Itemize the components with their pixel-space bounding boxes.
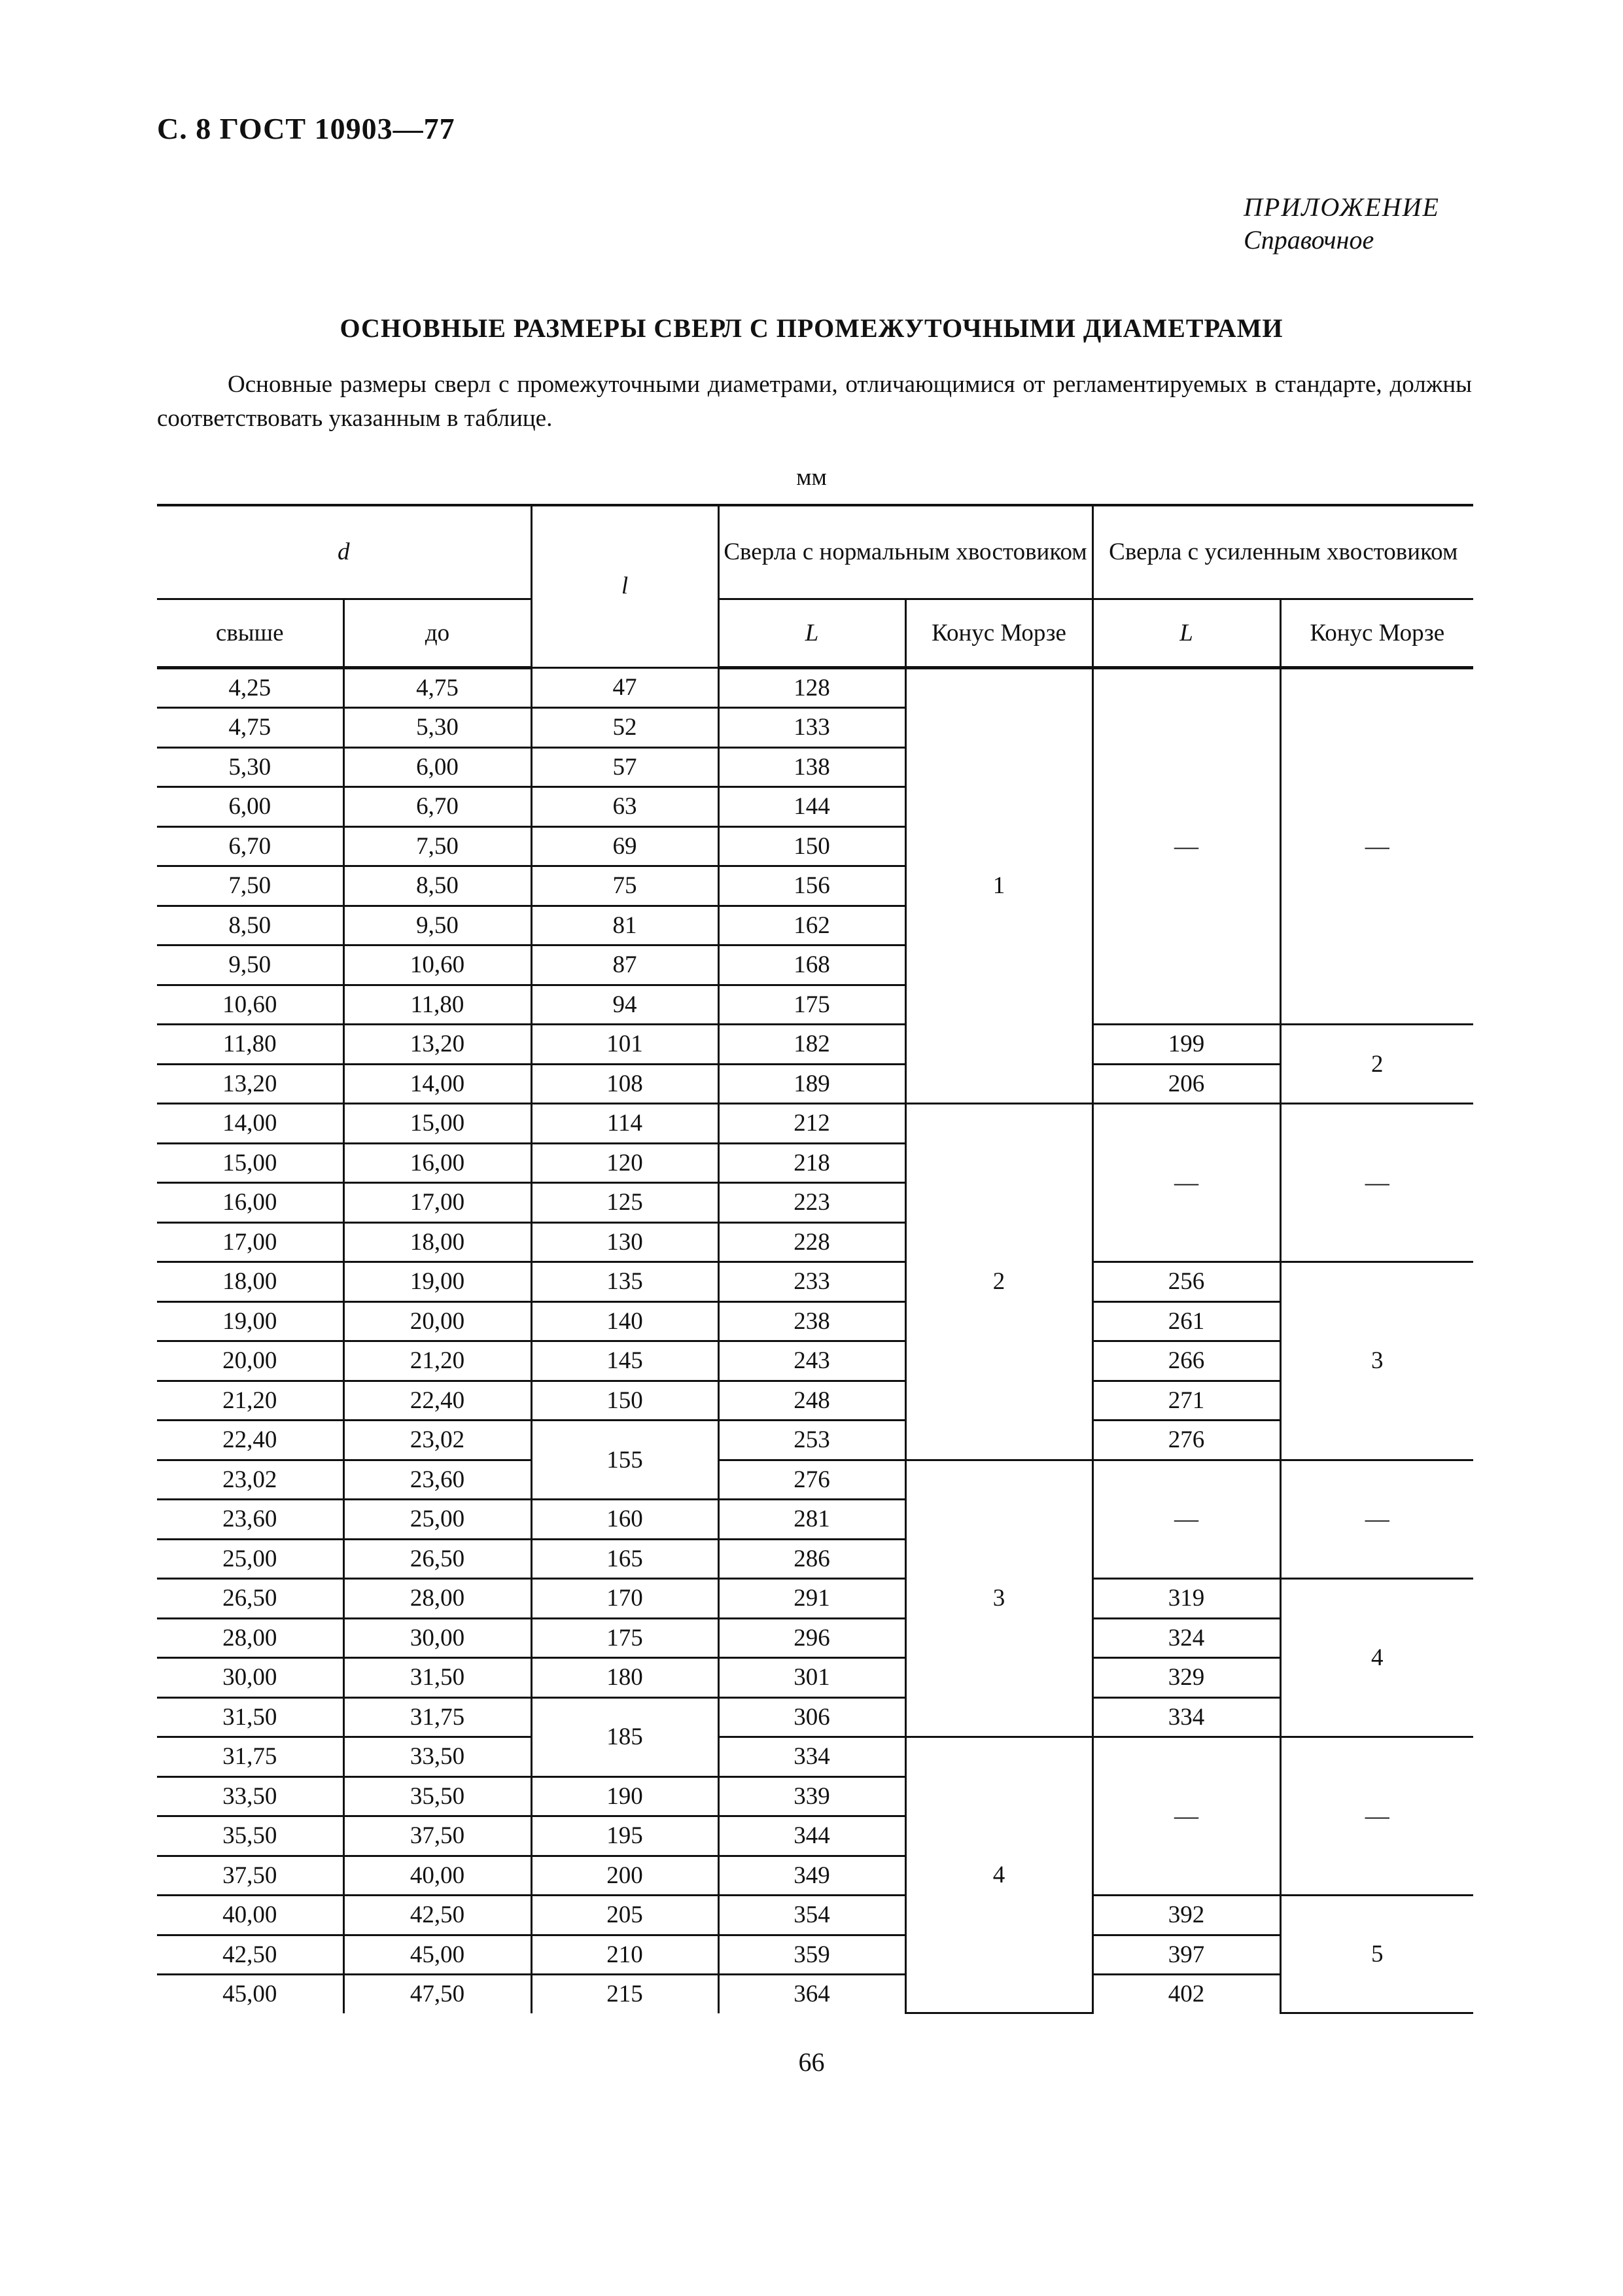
cell-l: 160 [531, 1500, 718, 1540]
cell-L-reinforced: 256 [1092, 1262, 1280, 1302]
cell-over: 21,20 [157, 1381, 343, 1421]
dimensions-table [157, 504, 1473, 2014]
cell-L: 301 [718, 1658, 905, 1698]
cell-L: 228 [718, 1222, 905, 1262]
cell-over: 4,75 [157, 708, 343, 748]
cell-over: 25,00 [157, 1539, 343, 1579]
cell-L-reinforced: 266 [1092, 1341, 1280, 1381]
cell-over: 23,02 [157, 1460, 343, 1500]
cell-L: 212 [718, 1104, 905, 1144]
table-row [157, 1896, 1473, 1935]
cell-over: 26,50 [157, 1579, 343, 1619]
header-upto: до [343, 599, 531, 667]
cell-upto: 7,50 [343, 826, 531, 866]
cell-l: 170 [531, 1579, 718, 1619]
cell-L: 306 [718, 1697, 905, 1737]
cell-upto: 17,00 [343, 1183, 531, 1223]
cell-upto: 9,50 [343, 906, 531, 945]
cell-over: 18,00 [157, 1262, 343, 1302]
cell-morse-reinforced-dash: — [1280, 667, 1473, 1025]
cell-over: 6,00 [157, 787, 343, 827]
cell-over: 31,50 [157, 1697, 343, 1737]
section-title: ОСНОВНЫЕ РАЗМЕРЫ СВЕРЛ С ПРОМЕЖУТОЧНЫМИ ДИАМЕТРАМИ [340, 313, 1283, 343]
cell-l: 108 [531, 1064, 718, 1104]
cell-l: 114 [531, 1104, 718, 1144]
cell-L-reinforced: 271 [1092, 1381, 1280, 1421]
cell-L: 296 [718, 1618, 905, 1658]
cell-upto: 8,50 [343, 866, 531, 906]
cell-L: 150 [718, 826, 905, 866]
cell-L: 349 [718, 1856, 905, 1896]
cell-l: 81 [531, 906, 718, 945]
cell-over: 4,25 [157, 667, 343, 708]
table-row [157, 1341, 1473, 1381]
table-row [157, 1301, 1473, 1341]
cell-morse-normal: 2 [905, 1104, 1092, 1460]
cell-L: 162 [718, 906, 905, 945]
cell-upto: 37,50 [343, 1816, 531, 1856]
cell-over: 17,00 [157, 1222, 343, 1262]
cell-upto: 26,50 [343, 1539, 531, 1579]
cell-over: 15,00 [157, 1143, 343, 1183]
cell-l: 101 [531, 1025, 718, 1065]
cell-over: 8,50 [157, 906, 343, 945]
cell-upto: 19,00 [343, 1262, 531, 1302]
cell-L: 223 [718, 1183, 905, 1223]
cell-L: 233 [718, 1262, 905, 1302]
cell-l: 205 [531, 1896, 718, 1935]
cell-L: 182 [718, 1025, 905, 1065]
cell-L-reinforced: 276 [1092, 1421, 1280, 1460]
table-row [157, 1737, 1473, 1777]
cell-L: 133 [718, 708, 905, 748]
cell-over: 28,00 [157, 1618, 343, 1658]
table-row [157, 1579, 1473, 1619]
table-row [157, 1658, 1473, 1698]
cell-l: 69 [531, 826, 718, 866]
table-row [157, 1975, 1473, 2013]
cell-L-reinforced: 402 [1092, 1975, 1280, 2013]
cell-l: 165 [531, 1539, 718, 1579]
cell-over: 22,40 [157, 1421, 343, 1460]
cell-over: 40,00 [157, 1896, 343, 1935]
cell-morse-normal: 4 [905, 1737, 1092, 2013]
cell-upto: 13,20 [343, 1025, 531, 1065]
appendix-label: ПРИЛОЖЕНИЕ [1244, 192, 1440, 222]
cell-over: 5,30 [157, 747, 343, 787]
table-row [157, 1697, 1473, 1737]
cell-l: 75 [531, 866, 718, 906]
cell-l: 210 [531, 1935, 718, 1975]
cell-over: 7,50 [157, 866, 343, 906]
cell-morse-reinforced: 5 [1280, 1896, 1473, 2013]
cell-L: 128 [718, 667, 905, 708]
cell-morse-reinforced-dash: — [1280, 1737, 1473, 1896]
cell-upto: 10,60 [343, 945, 531, 985]
header-d: d [157, 505, 531, 599]
table-row [157, 667, 1473, 708]
header-morse-normal: Конус Морзе [905, 599, 1092, 667]
cell-L-reinforced: 261 [1092, 1301, 1280, 1341]
cell-l: 125 [531, 1183, 718, 1223]
appendix-type: Справочное [1244, 225, 1374, 255]
cell-l: 215 [531, 1975, 718, 2013]
cell-L-reinforced: 397 [1092, 1935, 1280, 1975]
cell-upto: 11,80 [343, 985, 531, 1025]
cell-over: 6,70 [157, 826, 343, 866]
cell-L: 218 [718, 1143, 905, 1183]
cell-L-reinforced: 319 [1092, 1579, 1280, 1619]
cell-over: 23,60 [157, 1500, 343, 1540]
cell-upto: 30,00 [343, 1618, 531, 1658]
cell-upto: 6,00 [343, 747, 531, 787]
dimensions-table-container [157, 504, 1473, 2014]
cell-morse-reinforced-dash: — [1280, 1104, 1473, 1262]
cell-L: 189 [718, 1064, 905, 1104]
cell-L-reinforced: 329 [1092, 1658, 1280, 1698]
cell-over: 16,00 [157, 1183, 343, 1223]
cell-L: 354 [718, 1896, 905, 1935]
unit-label: мм [796, 464, 827, 491]
cell-l: 52 [531, 708, 718, 748]
cell-upto: 35,50 [343, 1776, 531, 1816]
cell-L: 291 [718, 1579, 905, 1619]
cell-l: 57 [531, 747, 718, 787]
cell-L-reinforced: 199 [1092, 1025, 1280, 1065]
cell-morse-normal: 3 [905, 1460, 1092, 1737]
header-L-reinforced: L [1092, 599, 1280, 667]
table-row [157, 1935, 1473, 1975]
header-reinforced-shank: Сверла с усиленным хвостовиком [1092, 505, 1473, 599]
cell-upto: 22,40 [343, 1381, 531, 1421]
page-number: 66 [798, 2047, 825, 2077]
cell-L-reinforced-dash: — [1092, 1104, 1280, 1262]
cell-L: 144 [718, 787, 905, 827]
cell-over: 11,80 [157, 1025, 343, 1065]
header-over: свыше [157, 599, 343, 667]
cell-upto: 33,50 [343, 1737, 531, 1777]
cell-over: 20,00 [157, 1341, 343, 1381]
table-row [157, 1025, 1473, 1065]
cell-l: 47 [531, 667, 718, 708]
cell-L-reinforced-dash: — [1092, 1460, 1280, 1579]
appendix-block [1244, 191, 1440, 256]
cell-L: 175 [718, 985, 905, 1025]
cell-upto: 40,00 [343, 1856, 531, 1896]
cell-l: 130 [531, 1222, 718, 1262]
cell-upto: 18,00 [343, 1222, 531, 1262]
cell-over: 10,60 [157, 985, 343, 1025]
cell-morse-reinforced-dash: — [1280, 1460, 1473, 1579]
cell-L-reinforced: 392 [1092, 1896, 1280, 1935]
cell-over: 42,50 [157, 1935, 343, 1975]
table-row [157, 1104, 1473, 1144]
cell-morse-reinforced: 4 [1280, 1579, 1473, 1737]
cell-over: 13,20 [157, 1064, 343, 1104]
cell-L: 243 [718, 1341, 905, 1381]
cell-upto: 5,30 [343, 708, 531, 748]
cell-L: 344 [718, 1816, 905, 1856]
table-row [157, 1460, 1473, 1500]
cell-upto: 23,60 [343, 1460, 531, 1500]
cell-upto: 31,75 [343, 1697, 531, 1737]
cell-L: 168 [718, 945, 905, 985]
page-header: С. 8 ГОСТ 10903—77 [157, 112, 455, 145]
cell-L: 334 [718, 1737, 905, 1777]
cell-upto: 16,00 [343, 1143, 531, 1183]
cell-l: 180 [531, 1658, 718, 1698]
cell-over: 14,00 [157, 1104, 343, 1144]
cell-upto: 15,00 [343, 1104, 531, 1144]
cell-l: 175 [531, 1618, 718, 1658]
cell-over: 35,50 [157, 1816, 343, 1856]
cell-upto: 25,00 [343, 1500, 531, 1540]
cell-L-reinforced: 206 [1092, 1064, 1280, 1104]
cell-upto: 20,00 [343, 1301, 531, 1341]
table-row [157, 1064, 1473, 1104]
cell-morse-normal: 1 [905, 667, 1092, 1104]
cell-morse-reinforced: 2 [1280, 1025, 1473, 1104]
cell-l: 150 [531, 1381, 718, 1421]
cell-upto: 14,00 [343, 1064, 531, 1104]
cell-over: 19,00 [157, 1301, 343, 1341]
cell-morse-reinforced: 3 [1280, 1262, 1473, 1460]
table-row [157, 1381, 1473, 1421]
cell-L: 248 [718, 1381, 905, 1421]
cell-l: 140 [531, 1301, 718, 1341]
cell-L: 156 [718, 866, 905, 906]
cell-L: 339 [718, 1776, 905, 1816]
cell-l: 120 [531, 1143, 718, 1183]
cell-L: 286 [718, 1539, 905, 1579]
cell-L-reinforced-dash: — [1092, 667, 1280, 1025]
cell-over: 9,50 [157, 945, 343, 985]
cell-upto: 42,50 [343, 1896, 531, 1935]
header-l: l [531, 505, 718, 667]
cell-L-reinforced: 324 [1092, 1618, 1280, 1658]
cell-upto: 45,00 [343, 1935, 531, 1975]
cell-L: 281 [718, 1500, 905, 1540]
cell-l: 63 [531, 787, 718, 827]
cell-L: 364 [718, 1975, 905, 2013]
cell-upto: 28,00 [343, 1579, 531, 1619]
cell-l: 155 [531, 1421, 718, 1500]
cell-l: 190 [531, 1776, 718, 1816]
cell-over: 33,50 [157, 1776, 343, 1816]
cell-upto: 47,50 [343, 1975, 531, 2013]
cell-over: 30,00 [157, 1658, 343, 1698]
cell-L-reinforced: 334 [1092, 1697, 1280, 1737]
cell-l: 87 [531, 945, 718, 985]
cell-l: 200 [531, 1856, 718, 1896]
header-normal-shank: Сверла с нормальным хвостовиком [718, 505, 1092, 599]
cell-L: 359 [718, 1935, 905, 1975]
cell-L: 138 [718, 747, 905, 787]
cell-over: 37,50 [157, 1856, 343, 1896]
cell-L: 238 [718, 1301, 905, 1341]
cell-L: 253 [718, 1421, 905, 1460]
cell-l: 195 [531, 1816, 718, 1856]
table-row [157, 1421, 1473, 1460]
table-row [157, 1262, 1473, 1302]
cell-upto: 21,20 [343, 1341, 531, 1381]
cell-over: 45,00 [157, 1975, 343, 2013]
cell-upto: 4,75 [343, 667, 531, 708]
cell-l: 185 [531, 1697, 718, 1776]
cell-upto: 6,70 [343, 787, 531, 827]
cell-l: 145 [531, 1341, 718, 1381]
cell-L-reinforced-dash: — [1092, 1737, 1280, 1896]
cell-l: 94 [531, 985, 718, 1025]
header-L-normal: L [718, 599, 905, 667]
cell-upto: 23,02 [343, 1421, 531, 1460]
intro-paragraph: Основные размеры сверл с промежуточными диаметрами, отличающимися от регламентируемых в стандарте, должны соответствовать указанным в таблице. [157, 371, 1472, 432]
cell-over: 31,75 [157, 1737, 343, 1777]
cell-L: 276 [718, 1460, 905, 1500]
cell-l: 135 [531, 1262, 718, 1302]
cell-upto: 31,50 [343, 1658, 531, 1698]
table-row [157, 1618, 1473, 1658]
header-morse-reinforced: Конус Морзе [1280, 599, 1473, 667]
